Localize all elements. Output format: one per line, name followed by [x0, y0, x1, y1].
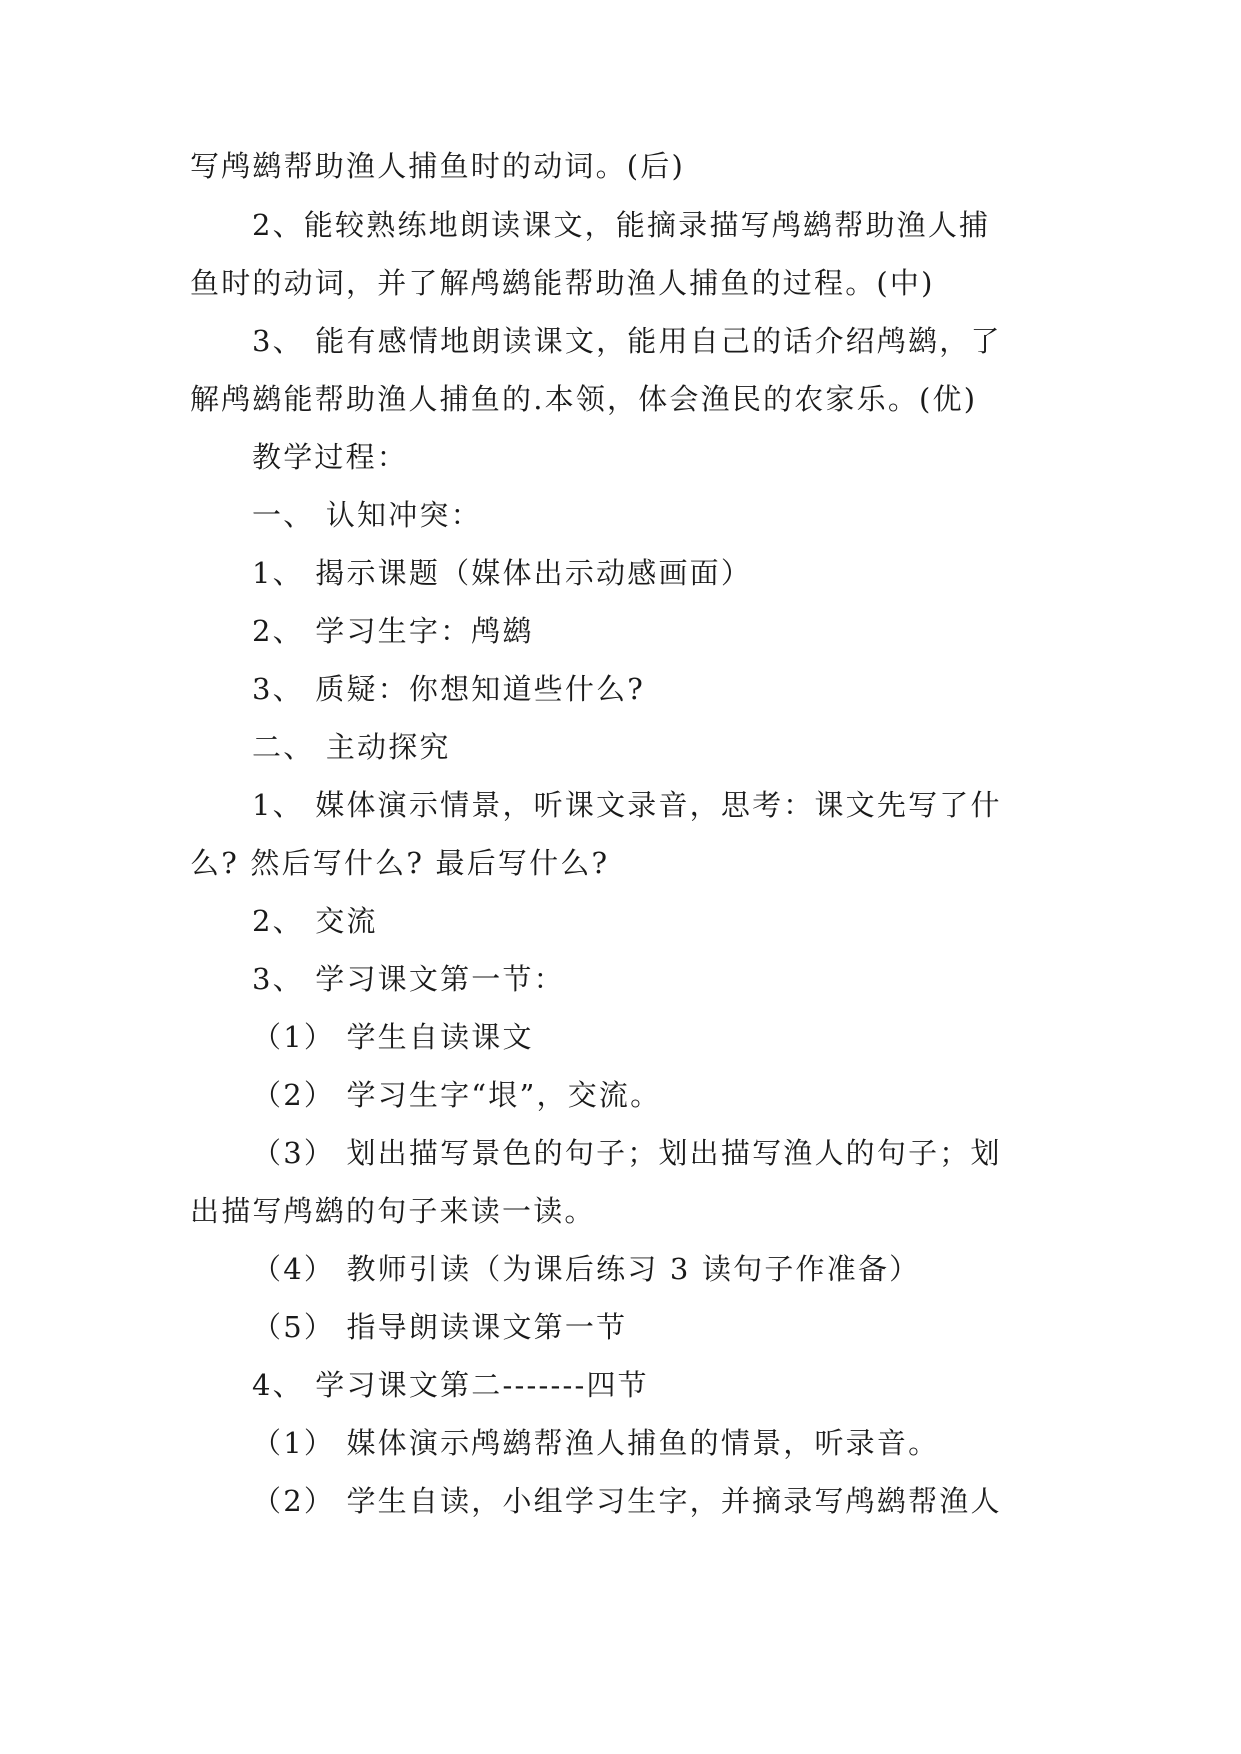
sub-list-item: （5） 指导朗读课文第一节 — [252, 1310, 628, 1344]
list-item: 1、 揭示课题（媒体出示动感画面） — [252, 556, 753, 590]
text-line: 出描写鸬鹚的句子来读一读。 — [190, 1194, 596, 1228]
list-item: 3、 学习课文第一节： — [252, 962, 565, 996]
section-heading: 一、 认知冲突： — [252, 498, 482, 532]
text-line: 写鸬鹚帮助渔人捕鱼时的动词。(后) — [190, 149, 686, 183]
text-line: 鱼时的动词，并了解鸬鹚能帮助渔人捕鱼的过程。(中) — [190, 266, 935, 300]
list-item: 3、 质疑：你想知道些什么? — [252, 672, 646, 706]
sub-list-item: （3） 划出描写景色的句子；划出描写渔人的句子；划 — [252, 1136, 1002, 1170]
sub-list-item: （2） 学习生字“垠”，交流。 — [252, 1078, 662, 1112]
list-item: 4、 学习课文第二-------四节 — [252, 1368, 649, 1402]
sub-list-item: （2） 学生自读，小组学习生字，并摘录写鸬鹚帮渔人 — [252, 1484, 1002, 1518]
section-heading: 二、 主动探究 — [252, 730, 451, 764]
sub-list-item: （1） 学生自读课文 — [252, 1020, 534, 1054]
text-line: 2、能较熟练地朗读课文，能摘录描写鸬鹚帮助渔人捕 — [252, 208, 991, 242]
list-item: 2、 交流 — [252, 904, 378, 938]
sub-list-item: （1） 媒体演示鸬鹚帮渔人捕鱼的情景，听录音。 — [252, 1426, 940, 1460]
text-line: 解鸬鹚能帮助渔人捕鱼的.本领，体会渔民的农家乐。(优) — [190, 382, 978, 416]
text-line: 3、 能有感情地朗读课文，能用自己的话介绍鸬鹚，了 — [252, 324, 1002, 358]
text-line: 么? 然后写什么? 最后写什么? — [190, 846, 610, 880]
section-heading: 教学过程： — [252, 440, 409, 474]
sub-list-item: （4） 教师引读（为课后练习 3 读句子作准备） — [252, 1252, 921, 1286]
list-item: 1、 媒体演示情景，听课文录音，思考：课文先写了什 — [252, 788, 1002, 822]
list-item: 2、 学习生字：鸬鹚 — [252, 614, 534, 648]
